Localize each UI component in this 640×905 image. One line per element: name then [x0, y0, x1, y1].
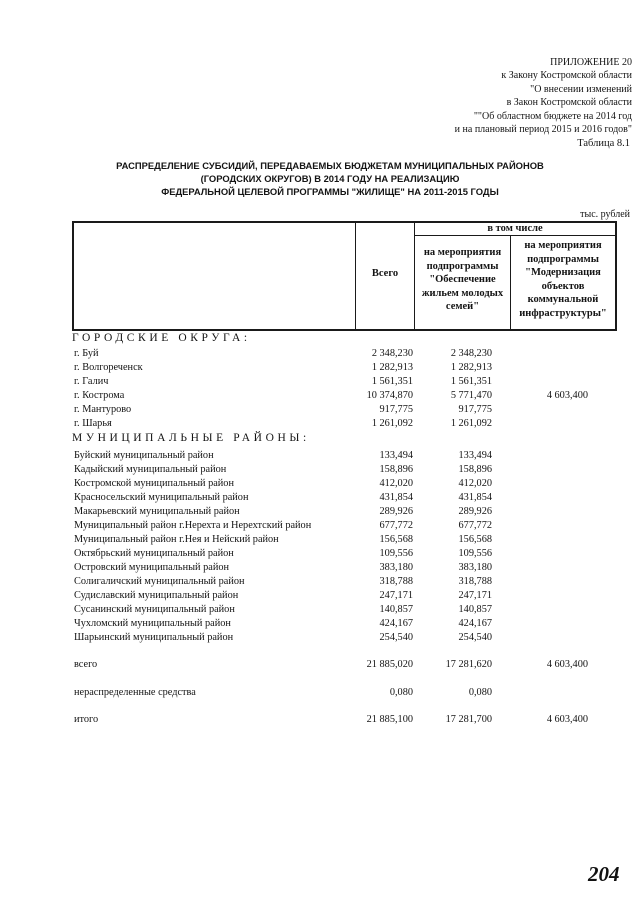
row-total: 0,080 — [389, 687, 413, 698]
table-row — [0, 589, 640, 603]
row-total: 140,857 — [379, 604, 413, 615]
row-young-families: 109,556 — [458, 548, 492, 559]
row-name: г. Галич — [74, 376, 109, 387]
row-name: Макарьевский муниципальный район — [74, 506, 240, 517]
section-municipal-districts: МУНИЦИПАЛЬНЫЕ РАЙОНЫ: — [72, 432, 310, 444]
row-total: 254,540 — [379, 632, 413, 643]
row-name: всего — [74, 659, 98, 670]
row-name: итого — [74, 714, 99, 725]
table-row — [0, 603, 640, 617]
row-young-families: 140,857 — [458, 604, 492, 615]
table-row — [0, 477, 640, 491]
row-name: г. Волгореченск — [74, 362, 143, 373]
row-young-families: 677,772 — [458, 520, 492, 531]
table-row — [0, 375, 640, 389]
row-total: 158,896 — [379, 464, 413, 475]
header-infra-line: коммунальной — [527, 294, 599, 306]
row-name: Шарьинский муниципальный район — [74, 632, 234, 643]
table-row — [0, 617, 640, 631]
row-total: 383,180 — [379, 562, 413, 573]
row-name: г. Мантурово — [74, 404, 132, 415]
row-name: Октябрьский муниципальный район — [74, 548, 234, 559]
title-line-3: ФЕДЕРАЛЬНОЙ ЦЕЛЕВОЙ ПРОГРАММЫ "ЖИЛИЩЕ" НА 2011-2015 ГОДЫ — [161, 185, 499, 197]
header-young-line: подпрограммы — [426, 260, 499, 272]
table-row — [0, 575, 640, 589]
unallocated-row — [0, 686, 640, 700]
table-row — [0, 519, 640, 533]
row-total: 431,854 — [379, 492, 413, 503]
row-total: 247,171 — [379, 590, 413, 601]
table-row — [0, 361, 640, 375]
row-name: Солигаличский муниципальный район — [74, 576, 245, 587]
handwritten-page-number: 204 — [588, 862, 620, 886]
table-row — [0, 463, 640, 477]
row-name: Островский муниципальный район — [74, 562, 230, 573]
header-infra-line: на мероприятия — [524, 240, 602, 251]
row-name: г. Буй — [74, 348, 99, 359]
appendix-line: к Закону Костромской области — [501, 70, 632, 82]
header-young-line: семей" — [445, 301, 480, 313]
row-young-families: 0,080 — [468, 687, 492, 698]
row-young-families: 318,788 — [458, 576, 492, 587]
row-young-families: 383,180 — [458, 562, 492, 573]
table-row — [0, 389, 640, 403]
table-row — [0, 631, 640, 645]
table-row — [0, 403, 640, 417]
header-left-border — [72, 221, 74, 331]
table-row — [0, 347, 640, 361]
header-bottom-border — [72, 329, 617, 331]
row-total: 289,926 — [379, 506, 413, 517]
header-infra-line: "Модернизация — [525, 267, 601, 279]
row-name: Кадыйский муниципальный район — [74, 464, 227, 475]
row-infrastructure: 4 603,400 — [546, 659, 588, 670]
header-young-line: на мероприятия — [423, 247, 502, 258]
row-young-families: 289,926 — [458, 506, 492, 517]
row-name: Муниципальный район г.Нея и Нейский район — [74, 534, 279, 545]
header-total: Всего — [371, 268, 399, 279]
row-total: 412,020 — [379, 478, 413, 489]
row-name: г. Шарья — [74, 418, 112, 429]
row-total: 21 885,100 — [366, 714, 413, 725]
appendix-line: ""Об областном бюджете на 2014 год — [473, 110, 632, 122]
title-line-1: РАСПРЕДЕЛЕНИЕ СУБСИДИЙ, ПЕРЕДАВАЕМЫХ БЮДЖЕТАМ МУНИЦИПАЛЬНЫХ РАЙОНОВ — [116, 160, 544, 171]
row-name: Красносельский муниципальный район — [74, 492, 249, 503]
table-row — [0, 533, 640, 547]
row-young-families: 17 281,620 — [445, 659, 492, 670]
row-young-families: 247,171 — [458, 590, 492, 601]
row-infrastructure: 4 603,400 — [546, 390, 588, 401]
header-including: в том числе — [487, 223, 543, 234]
row-young-families: 254,540 — [458, 632, 492, 643]
appendix-line: в Закон Костромской области — [506, 97, 632, 109]
row-total: 21 885,020 — [366, 659, 413, 670]
table-row — [0, 547, 640, 561]
row-total: 2 348,230 — [371, 348, 413, 359]
appendix-line: ПРИЛОЖЕНИЕ 20 — [550, 57, 632, 68]
row-total: 133,494 — [379, 450, 413, 461]
row-young-families: 2 348,230 — [450, 348, 492, 359]
row-name: Буйский муниципальный район — [74, 450, 214, 461]
table-row — [0, 505, 640, 519]
row-total: 10 374,870 — [366, 390, 413, 401]
row-name: нераспределенные средства — [74, 687, 196, 698]
row-young-families: 1 282,913 — [450, 362, 492, 373]
header-infra-line: объектов — [541, 280, 585, 292]
title-line-2: (ГОРОДСКИХ ОКРУГОВ) В 2014 ГОДУ НА РЕАЛИЗАЦИЮ — [200, 172, 460, 184]
document-title — [80, 160, 580, 198]
row-young-families: 5 771,470 — [450, 390, 492, 401]
row-young-families: 158,896 — [458, 464, 492, 475]
row-total: 1 561,351 — [371, 376, 413, 387]
row-young-families: 412,020 — [458, 478, 492, 489]
row-young-families: 17 281,700 — [445, 714, 492, 725]
row-name: Костромской муниципальный район — [74, 478, 234, 489]
appendix-note — [455, 56, 632, 136]
row-total: 424,167 — [379, 618, 413, 629]
table-row — [0, 491, 640, 505]
table-number: Таблица 8.1 — [577, 138, 630, 149]
appendix-line: "О внесении изменений — [530, 83, 632, 95]
row-total: 156,568 — [379, 534, 413, 545]
totals-row — [0, 658, 640, 672]
row-name: Чухломский муниципальный район — [74, 618, 231, 629]
row-young-families: 133,494 — [458, 450, 492, 461]
units-label: тыс. рублей — [580, 209, 630, 220]
header-young-line: "Обеспечение — [429, 274, 496, 286]
row-infrastructure: 4 603,400 — [546, 714, 588, 725]
appendix-line: и на плановый период 2015 и 2016 годов" — [454, 124, 632, 136]
row-total: 1 282,913 — [371, 362, 413, 373]
row-young-families: 917,775 — [458, 404, 492, 415]
row-total: 318,788 — [379, 576, 413, 587]
row-name: г. Кострома — [74, 390, 125, 401]
row-total: 1 261,092 — [371, 418, 413, 429]
row-name: Муниципальный район г.Нерехта и Нерехтский район — [74, 520, 312, 531]
row-total: 109,556 — [379, 548, 413, 559]
row-total: 677,772 — [379, 520, 413, 531]
header-right-border — [615, 221, 617, 331]
row-name: Сусанинский муниципальный район — [74, 604, 235, 615]
table-row — [0, 417, 640, 431]
row-name: Судиславский муниципальный район — [74, 590, 239, 601]
row-young-families: 156,568 — [458, 534, 492, 545]
section-city-districts: ГОРОДСКИЕ ОКРУГА: — [72, 332, 251, 344]
header-infrastructure — [511, 239, 615, 321]
grand-total-row — [0, 713, 640, 727]
row-young-families: 424,167 — [458, 618, 492, 629]
table-row — [0, 561, 640, 575]
header-young-families — [415, 246, 510, 314]
header-infra-line: подпрограммы — [527, 253, 599, 265]
header-young-line: жильем молодых — [421, 287, 504, 299]
header-infra-line: инфраструктуры" — [519, 307, 607, 319]
row-total: 917,775 — [379, 404, 413, 415]
row-young-families: 431,854 — [458, 492, 492, 503]
row-young-families: 1 261,092 — [450, 418, 492, 429]
row-young-families: 1 561,351 — [450, 376, 492, 387]
table-row — [0, 449, 640, 463]
